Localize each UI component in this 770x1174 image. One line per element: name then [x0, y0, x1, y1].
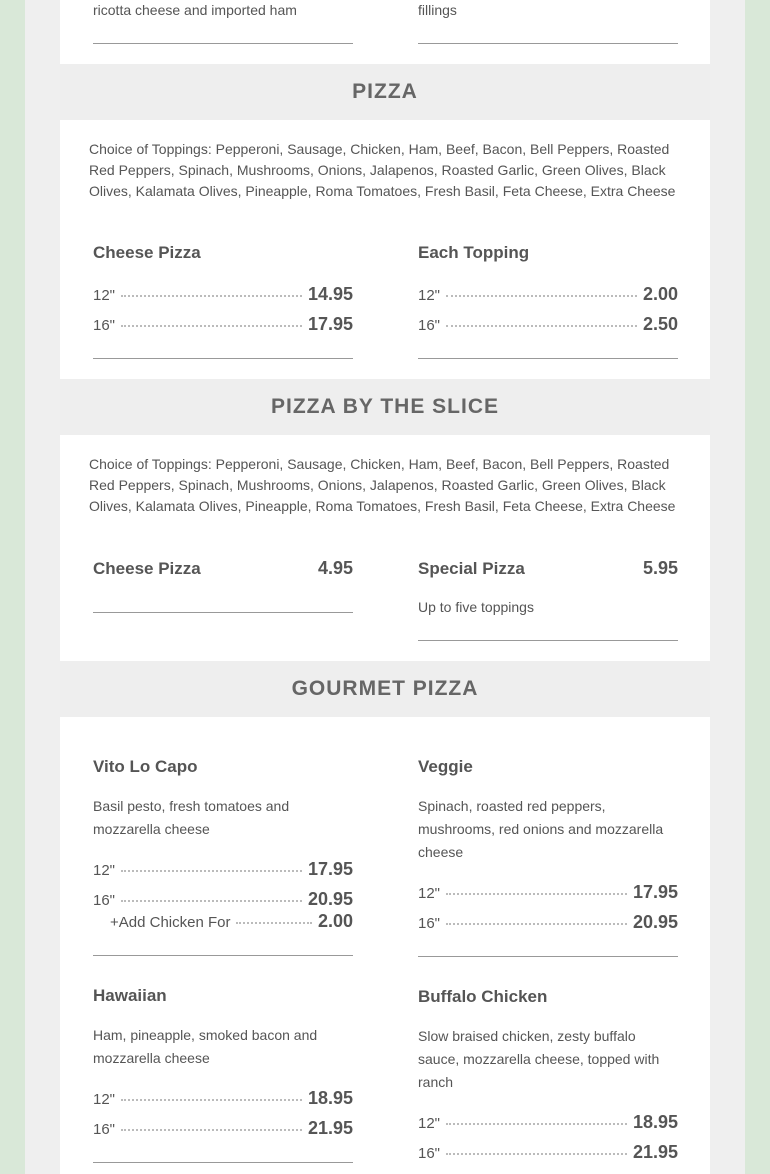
description-line: Slow braised chicken, zesty buffalo: [418, 1028, 636, 1044]
addon-label: +Add Chicken For: [110, 914, 231, 931]
description-line: mozzarella cheese: [93, 821, 210, 837]
price: 5.95: [642, 558, 678, 578]
price: 18.95: [307, 1088, 353, 1108]
item-divider: [418, 640, 678, 641]
item-note: Up to five toppings: [418, 599, 534, 615]
size-label: 16": [93, 317, 116, 334]
price-row: [93, 889, 353, 911]
section-title: PIZZA: [352, 80, 418, 103]
description-line: ranch: [418, 1074, 454, 1090]
description-line: mozzarella cheese: [93, 1050, 210, 1066]
slice-item: [93, 558, 353, 579]
dot-leader: [446, 1153, 627, 1155]
description-line: mushrooms, red onions and mozzarella: [418, 821, 664, 837]
dot-leader: [446, 923, 627, 925]
description-line: cheese: [418, 844, 464, 860]
price: 21.95: [307, 1118, 353, 1138]
price: 14.95: [307, 284, 353, 304]
item-divider: [93, 358, 353, 359]
size-label: 16": [93, 1121, 116, 1138]
section-title: GOURMET PIZZA: [291, 677, 479, 700]
item-name: Hawaiian: [93, 986, 167, 1005]
section-title: PIZZA BY THE SLICE: [270, 395, 500, 418]
item-name: Buffalo Chicken: [418, 987, 548, 1006]
price: 2.00: [317, 911, 353, 931]
item-divider: [93, 955, 353, 956]
size-label: 16": [418, 915, 441, 932]
size-label: 12": [418, 885, 441, 902]
addon-row: [93, 911, 353, 933]
price-row: [418, 1142, 678, 1164]
item-divider: [93, 43, 353, 44]
item-name: Cheese Pizza: [93, 243, 201, 262]
size-label: 16": [418, 317, 441, 334]
dot-leader: [121, 295, 302, 297]
price-row: [93, 284, 353, 306]
description-line: Basil pesto, fresh tomatoes and: [93, 798, 290, 814]
price: 20.95: [632, 912, 678, 932]
section-header-slice: [60, 379, 710, 435]
section-header-gourmet: [60, 661, 710, 717]
description-line: sauce, mozzarella cheese, topped with: [418, 1051, 660, 1067]
price: 2.50: [642, 314, 678, 334]
price: 17.95: [632, 882, 678, 902]
item-description-tail-left: ricotta cheese and imported ham: [93, 2, 297, 18]
price: 2.00: [642, 284, 678, 304]
size-label: 16": [418, 1145, 441, 1162]
price: 17.95: [307, 314, 353, 334]
dot-leader: [121, 900, 302, 902]
item-name: Vito Lo Capo: [93, 757, 198, 776]
item-description-tail-right: fillings: [418, 2, 457, 18]
item-name: Each Topping: [418, 243, 530, 262]
item-divider: [93, 612, 353, 613]
size-label: 12": [418, 287, 441, 304]
price-row: [93, 1088, 353, 1110]
price: 4.95: [317, 558, 353, 578]
price-row: [418, 882, 678, 904]
size-label: 16": [93, 892, 116, 909]
slice-item: [418, 558, 678, 579]
size-label: 12": [93, 862, 116, 879]
price: 18.95: [632, 1112, 678, 1132]
dot-leader: [236, 922, 311, 924]
item-divider: [418, 43, 678, 44]
size-label: 12": [93, 1091, 116, 1108]
price-row: [418, 1112, 678, 1134]
price-row: [93, 314, 353, 336]
item-name: Cheese Pizza: [93, 559, 201, 578]
item-divider: [418, 358, 678, 359]
dot-leader: [121, 1099, 302, 1101]
dot-leader: [446, 295, 637, 297]
toppings-list: Choice of Toppings: Pepperoni, Sausage, Chicken, Ham, Beef, Bacon, Bell Peppers, Roasted Red Peppers, Spinach, Mushrooms, Onions, Jalapenos, Roasted Garlic, Green Olives, Black Olives, Kalamata Olives, Pineapple, Roma Tomatoes, Fresh Basil, Feta Cheese, Extra Cheese: [89, 456, 676, 514]
size-label: 12": [418, 1115, 441, 1132]
price: 21.95: [632, 1142, 678, 1162]
item-description: [418, 1025, 678, 1094]
toppings-list: Choice of Toppings: Pepperoni, Sausage, Chicken, Ham, Beef, Bacon, Bell Peppers, Roasted Red Peppers, Spinach, Mushrooms, Onions, Jalapenos, Roasted Garlic, Green Olives, Black Olives, Kalamata Olives, Pineapple, Roma Tomatoes, Fresh Basil, Feta Cheese, Extra Cheese: [89, 141, 676, 199]
price-row: [418, 912, 678, 934]
section-header-pizza: [60, 64, 710, 120]
dot-leader: [121, 325, 302, 327]
dot-leader: [446, 1123, 627, 1125]
description-line: Ham, pineapple, smoked bacon and: [93, 1027, 318, 1043]
item-description: [93, 795, 353, 841]
item-name: Special Pizza: [418, 559, 525, 578]
price-row: [93, 1118, 353, 1140]
price: 20.95: [307, 889, 353, 909]
menu-panel: [60, 0, 710, 1174]
price: 17.95: [307, 859, 353, 879]
item-description: [418, 795, 678, 864]
item-name: Veggie: [418, 757, 473, 776]
price-row: [93, 859, 353, 881]
dot-leader: [446, 893, 627, 895]
dot-leader: [121, 870, 302, 872]
price-row: [418, 284, 678, 306]
description-line: Spinach, roasted red peppers,: [418, 798, 606, 814]
size-label: 12": [93, 287, 116, 304]
item-divider: [418, 956, 678, 957]
price-row: [418, 314, 678, 336]
dot-leader: [446, 325, 637, 327]
dot-leader: [121, 1129, 302, 1131]
item-description: [93, 1024, 353, 1070]
item-divider: [93, 1162, 353, 1163]
